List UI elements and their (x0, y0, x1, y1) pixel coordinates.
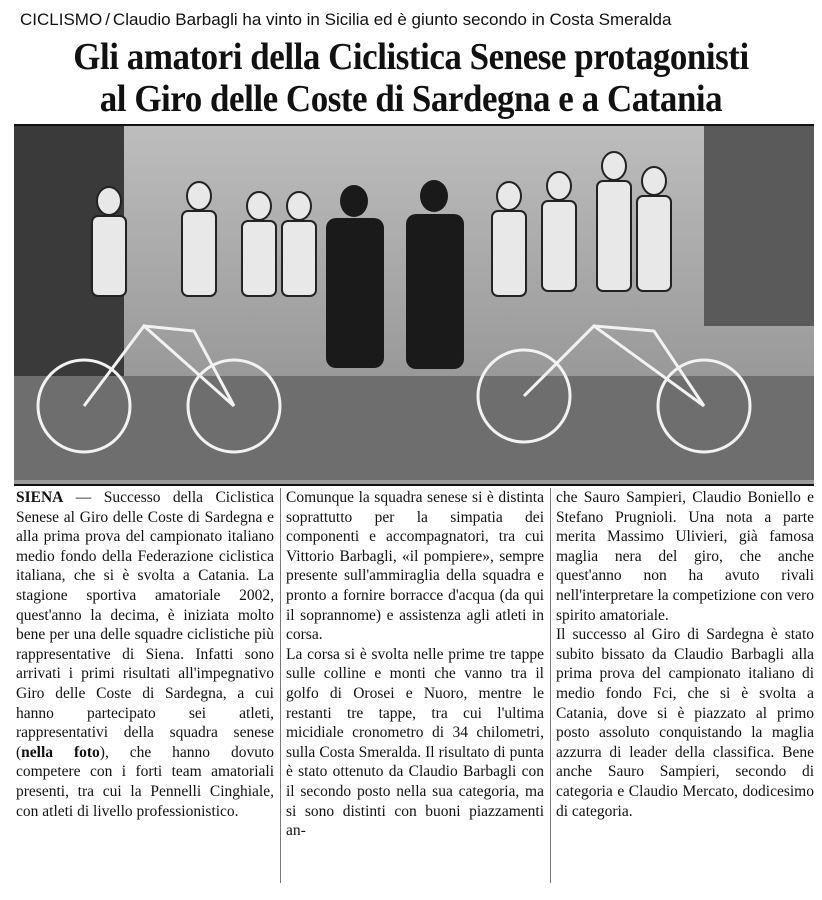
paragraph: che Sauro Sampieri, Claudio Boniello e Stefano Prugnioli. Una nota a parte merita Massimo Ulivieri, già famosa maglia nera del giro, che anche quest'anno non ha avuto rivali nell'interpretare la competizione con vero spirito amatoriale. (556, 489, 814, 624)
paragraph (16, 488, 274, 821)
section-label: CICLISMO (20, 10, 103, 29)
kicker-separator: / (105, 10, 110, 29)
team-photo (14, 124, 814, 486)
paragraph: Il successo al Giro di Sardegna è stato subito bissato da Claudio Barbagli alla prima prova del campionato italiano di medio fondo Fci, che si è svolta a Catania, dove si è piazzato al primo posto assoluto conquistando la maglia azzurra di leader della classifica. Bene anche Sauro Sampieri, secondo di categoria e Claudio Mercato, dodicesimo di categoria. (556, 626, 814, 820)
headline-line-2: al Giro delle Coste di Sardegna e a Catania (99, 78, 723, 120)
headline (51, 36, 770, 120)
column-divider (550, 488, 551, 883)
column-3 (556, 488, 814, 888)
photo-reference: nella foto (21, 743, 100, 761)
article-body (16, 488, 814, 888)
paragraph: La corsa si è svolta nelle prime tre tappe sulle colline e monti che vanno tra il golfo di Orosei e Nuoro, mentre le restanti tre tappe, tra cui l'ultima micidiale cronometro di 34 chilometri, sulla Costa Smeralda. Il risultato di punta è stato ottenuto da Claudio Barbagli con il secondo posto nella sua categoria, ma si sono distinti con buoni piazzamenti an- (286, 645, 544, 840)
paragraph: Comunque la squadra senese si è distinta soprattutto per la simpatia dei componenti e accompagnatori, tra cui Vittorio Barbagli, «il pompiere», sempre presente sull'ammiraglia della squadra e pronto a fornire borracce d'acqua (da qui il soprannome) e assistenza agli atleti in corsa. (286, 489, 544, 644)
dateline: SIENA (16, 489, 64, 506)
kicker-text: Claudio Barbagli ha vinto in Sicilia ed è giunto secondo in Costa Smeralda (112, 10, 672, 29)
column-2 (286, 488, 544, 888)
paragraph-text: ), che hanno dovuto competere con i forti team amatoriali presenti, tra cui la Pennelli Cinghiale, con atleti di livello professionistico. (16, 743, 274, 820)
column-divider (280, 488, 281, 883)
paragraph-text: — Successo della Ciclistica Senese al Giro delle Coste di Sardegna e alla prima prova del campionato italiano medio fondo della Federazione ciclistica italiana, che si è svolta a Catania. La stagione sportiva amatoriale 2002, quest'anno la decima, è iniziata molto bene per una delle squadre ciclistiche più rappresentative di Siena. Infatti sono arrivati i primi risultati all'impegnativo Giro delle Coste di Sardegna, a cui hanno partecipato sei atleti, rappresentativi della squadra senese ( (16, 489, 274, 761)
article-kicker (20, 6, 810, 34)
team-photo-image (14, 126, 814, 480)
column-1 (16, 488, 274, 888)
headline-line-1: Gli amatori della Ciclistica Senese protagonisti (73, 36, 749, 78)
